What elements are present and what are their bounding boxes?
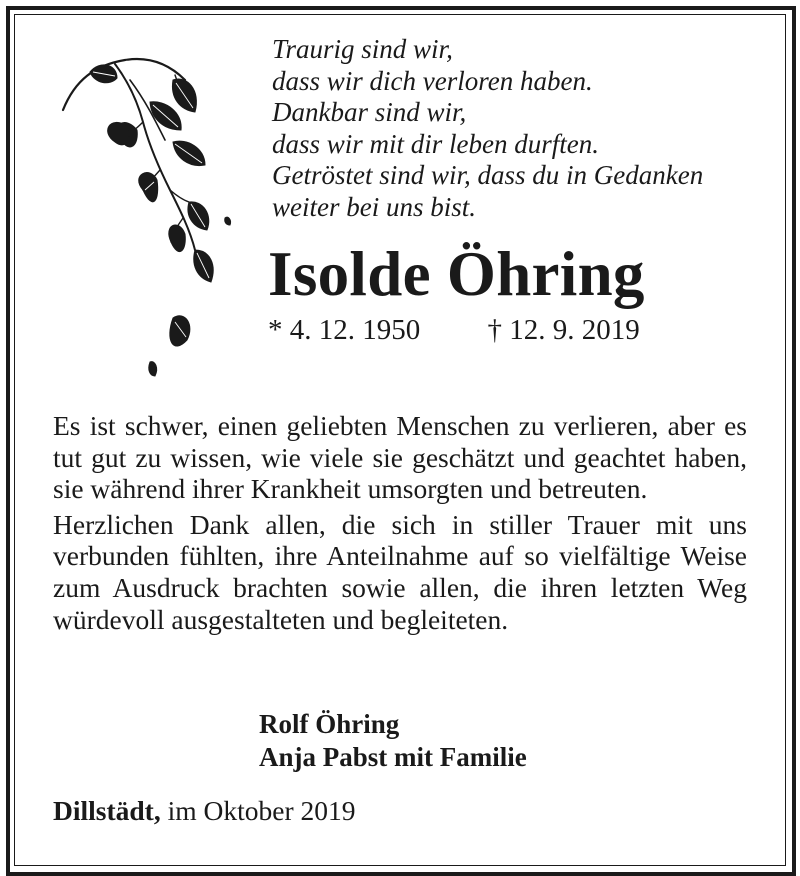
poem-line: Getröstet sind wir, dass du in Gedanken <box>272 160 704 190</box>
birch-branch-icon <box>55 50 245 390</box>
place: Dillstädt, <box>53 795 161 826</box>
date: im Oktober 2019 <box>167 795 356 826</box>
body-paragraph: Es ist schwer, einen geliebten Menschen zu verlieren, aber es tut gut zu wissen, wie viele sie geschätzt und geachtet haben, sie während ihrer Krankheit umsorgten und betreuten. <box>53 410 747 505</box>
poem-line: dass wir mit dir leben durften. <box>272 128 600 159</box>
signatures <box>259 708 527 774</box>
signature-line: Rolf Öhring <box>259 709 400 739</box>
poem-line: dass wir dich verloren haben. <box>272 65 593 96</box>
thank-you-text <box>53 410 747 639</box>
life-dates <box>268 313 640 347</box>
body-paragraph: Herzlichen Dank allen, die sich in stiller Trauer mit uns verbunden fühlten, ihre Anteilnahme auf so vielfältige Weise zum Ausdruck brachten sowie allen, die ihren letzten Weg würdevoll ausgestalteten und begleiteten. <box>53 508 747 635</box>
poem-line: weiter bei uns bist. <box>272 191 476 222</box>
poem-line: Traurig sind wir, <box>272 34 453 64</box>
death-date: † 12. 9. 2019 <box>487 314 640 346</box>
place-date-line <box>53 795 356 827</box>
poem <box>272 34 772 223</box>
deceased-name: Isolde Öhring <box>268 239 645 309</box>
signature-line: Anja Pabst mit Familie <box>259 742 527 772</box>
poem-line: Dankbar sind wir, <box>272 97 467 127</box>
birth-date: * 4. 12. 1950 <box>268 314 421 346</box>
